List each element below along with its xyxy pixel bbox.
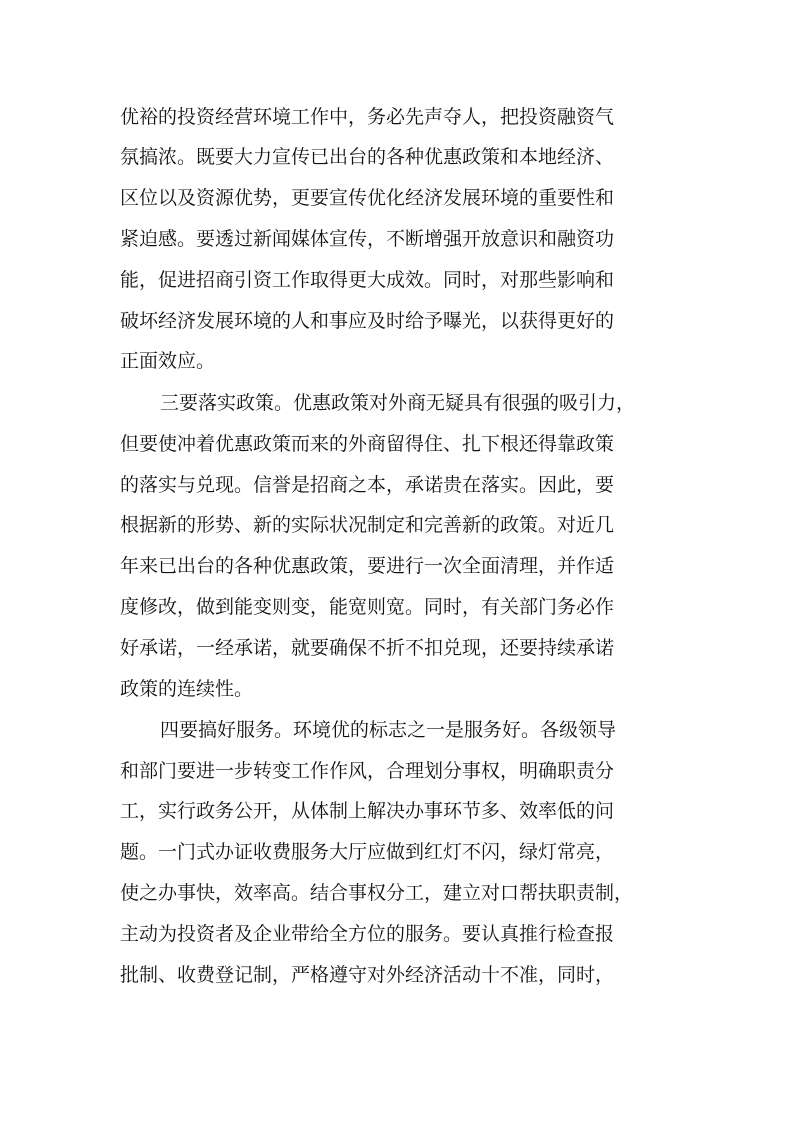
paragraph-line: 但要使冲着优惠政策而来的外商留得住、扎下根还得靠政策 [120, 433, 615, 455]
paragraph-line: 和部门要进一步转变工作作风，合理划分事权，明确职责分 [120, 760, 615, 782]
paragraph-line: 紧迫感。要透过新闻媒体宣传，不断增强开放意识和融资功 [120, 228, 615, 250]
paragraph-line: 破坏经济发展环境的人和事应及时给予曝光，以获得更好的 [120, 310, 615, 332]
paragraph-line: 主动为投资者及企业带给全方位的服务。要认真推行检查报 [120, 923, 615, 945]
paragraph-line: 能，促进招商引资工作取得更大成效。同时，对那些影响和 [120, 269, 615, 291]
paragraph-line: 三要落实政策。优惠政策对外商无疑具有很强的吸引力， [160, 392, 636, 414]
paragraph-line: 政策的连续性。 [120, 678, 254, 700]
paragraph-line: 四要搞好服务。环境优的标志之一是服务好。各级领导 [160, 719, 617, 741]
paragraph-line: 使之办事快，效率高。结合事权分工，建立对口帮扶职责制， [120, 882, 634, 904]
paragraph-line: 区位以及资源优势，更要宣传优化经济发展环境的重要性和 [120, 187, 615, 209]
paragraph-line: 根据新的形势、新的实际状况制定和完善新的政策。对近几 [120, 514, 615, 536]
paragraph-line: 氛搞浓。既要大力宣传已出台的各种优惠政策和本地经济、 [120, 146, 615, 168]
paragraph-line: 题。一门式办证收费服务大厅应做到红灯不闪，绿灯常亮， [120, 841, 615, 863]
paragraph-line: 正面效应。 [120, 350, 216, 372]
paragraph-line: 优裕的投资经营环境工作中，务必先声夺人，把投资融资气 [120, 106, 615, 128]
paragraph-line: 的落实与兑现。信誉是招商之本，承诺贵在落实。因此，要 [120, 474, 615, 496]
paragraph-line: 好承诺，一经承诺，就要确保不折不扣兑现，还要持续承诺 [120, 637, 615, 659]
paragraph-line: 工，实行政务公开，从体制上解决办事环节多、效率低的问 [120, 800, 615, 822]
paragraph-line: 度修改，做到能变则变，能宽则宽。同时，有关部门务必作 [120, 596, 615, 618]
paragraph-line: 年来已出台的各种优惠政策，要进行一次全面清理，并作适 [120, 555, 615, 577]
paragraph-line: 批制、收费登记制，严格遵守对外经济活动十不准，同时， [120, 964, 615, 986]
